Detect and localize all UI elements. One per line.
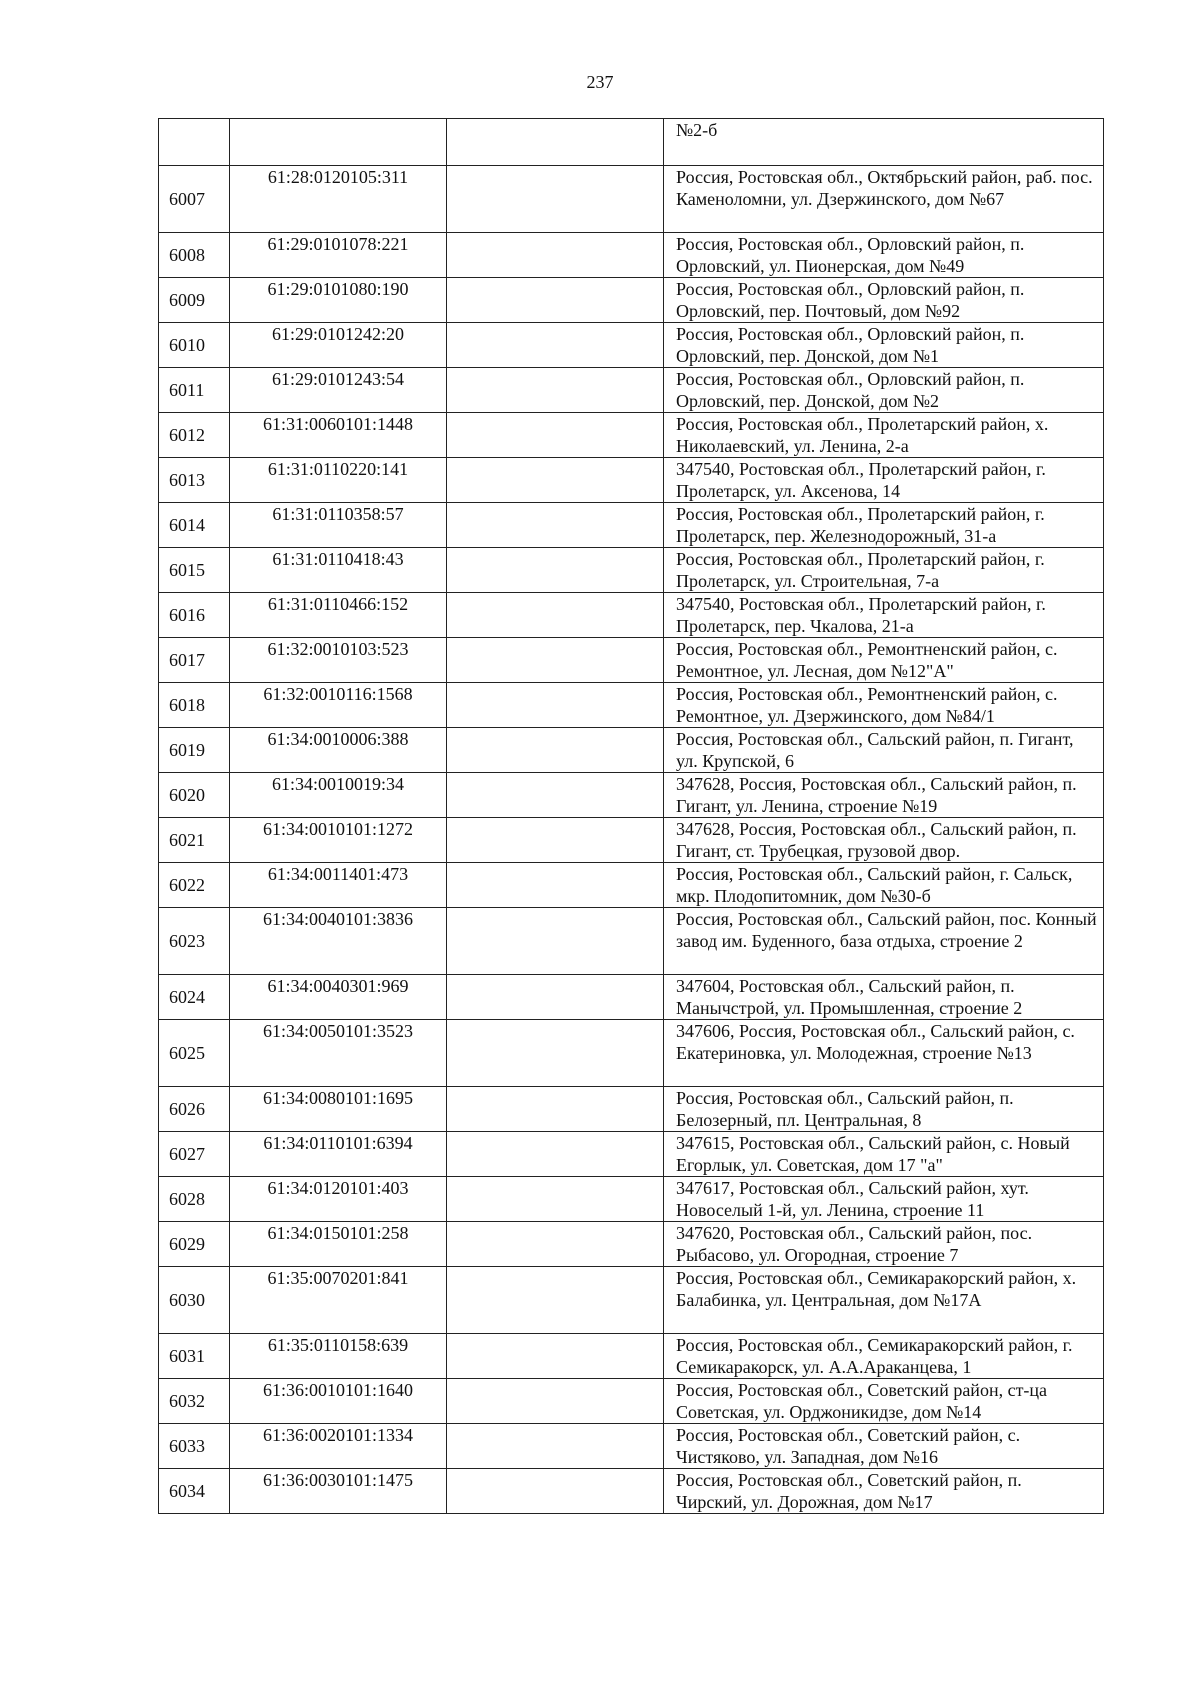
table-row [159,593,1104,638]
empty-cell [447,1132,664,1177]
address-cell: Россия, Ростовская обл., Советский район, ст-ца Советская, ул. Орджоникидзе, дом №14 [664,1379,1104,1424]
table-row [159,773,1104,818]
address-cell: 347615, Ростовская обл., Сальский район, с. Новый Егорлык, ул. Советская, дом 17 "а" [664,1132,1104,1177]
table-row [159,503,1104,548]
empty-cell [447,413,664,458]
empty-cell [447,278,664,323]
address-cell: 347606, Россия, Ростовская обл., Сальский район, с. Екатериновка, ул. Молодежная, строение №13 [664,1020,1104,1087]
address-cell: Россия, Ростовская обл., Орловский район, п. Орловский, ул. Пионерская, дом №49 [664,233,1104,278]
page-number: 237 [586,72,614,92]
cadastral-number-cell: 61:34:0040101:3836 [230,908,447,975]
row-number-cell: 6030 [159,1267,230,1334]
table-row [159,119,1104,166]
empty-cell [447,593,664,638]
address-cell: 347604, Ростовская обл., Сальский район, п. Манычстрой, ул. Промышленная, строение 2 [664,975,1104,1020]
row-number-cell: 6023 [159,908,230,975]
row-number-cell: 6014 [159,503,230,548]
registry-table-body [159,119,1104,1514]
cadastral-number-cell: 61:34:0010101:1272 [230,818,447,863]
address-cell: 347540, Ростовская обл., Пролетарский район, г. Пролетарск, ул. Аксенова, 14 [664,458,1104,503]
registry-table [158,118,1104,1514]
empty-cell [447,458,664,503]
empty-cell [447,1469,664,1514]
row-number-cell [159,119,230,166]
empty-cell [447,548,664,593]
empty-cell [447,1020,664,1087]
empty-cell [447,1424,664,1469]
address-cell: №2-б [664,119,1104,166]
empty-cell [447,638,664,683]
empty-cell [447,1334,664,1379]
row-number-cell: 6026 [159,1087,230,1132]
row-number-cell: 6012 [159,413,230,458]
empty-cell [447,863,664,908]
empty-cell [447,818,664,863]
row-number-cell: 6010 [159,323,230,368]
row-number-cell: 6034 [159,1469,230,1514]
table-row [159,413,1104,458]
cadastral-number-cell: 61:32:0010116:1568 [230,683,447,728]
address-cell: Россия, Ростовская обл., Орловский район, п. Орловский, пер. Почтовый, дом №92 [664,278,1104,323]
table-row [159,1334,1104,1379]
table-row [159,1020,1104,1087]
cadastral-number-cell: 61:28:0120105:311 [230,166,447,233]
row-number-cell: 6028 [159,1177,230,1222]
row-number-cell: 6020 [159,773,230,818]
table-row [159,908,1104,975]
address-cell: 347628, Россия, Ростовская обл., Сальский район, п. Гигант, ул. Ленина, строение №19 [664,773,1104,818]
table-row [159,1087,1104,1132]
cadastral-number-cell: 61:31:0110418:43 [230,548,447,593]
row-number-cell: 6022 [159,863,230,908]
cadastral-number-cell: 61:31:0060101:1448 [230,413,447,458]
cadastral-number-cell: 61:36:0020101:1334 [230,1424,447,1469]
empty-cell [447,368,664,413]
row-number-cell: 6033 [159,1424,230,1469]
empty-cell [447,233,664,278]
empty-cell [447,1379,664,1424]
table-row [159,638,1104,683]
empty-cell [447,975,664,1020]
address-cell: Россия, Ростовская обл., Орловский район, п. Орловский, пер. Донской, дом №2 [664,368,1104,413]
row-number-cell: 6021 [159,818,230,863]
registry-table-wrapper [158,118,1103,1514]
address-cell: Россия, Ростовская обл., Семикаракорский район, г. Семикаракорск, ул. А.А.Араканцева, 1 [664,1334,1104,1379]
row-number-cell: 6009 [159,278,230,323]
cadastral-number-cell: 61:34:0120101:403 [230,1177,447,1222]
table-row [159,975,1104,1020]
address-cell: 347540, Ростовская обл., Пролетарский район, г. Пролетарск, пер. Чкалова, 21-а [664,593,1104,638]
empty-cell [447,773,664,818]
cadastral-number-cell: 61:34:0011401:473 [230,863,447,908]
empty-cell [447,1222,664,1267]
address-cell: 347617, Ростовская обл., Сальский район, хут. Новоселый 1-й, ул. Ленина, строение 11 [664,1177,1104,1222]
table-row [159,278,1104,323]
empty-cell [447,119,664,166]
row-number-cell: 6019 [159,728,230,773]
table-row [159,683,1104,728]
empty-cell [447,166,664,233]
row-number-cell: 6032 [159,1379,230,1424]
address-cell: 347620, Ростовская обл., Сальский район, пос. Рыбасово, ул. Огородная, строение 7 [664,1222,1104,1267]
row-number-cell: 6018 [159,683,230,728]
address-cell: Россия, Ростовская обл., Ремонтненский район, с. Ремонтное, ул. Лесная, дом №12"А" [664,638,1104,683]
table-row [159,458,1104,503]
row-number-cell: 6031 [159,1334,230,1379]
table-row [159,1132,1104,1177]
table-row [159,818,1104,863]
row-number-cell: 6011 [159,368,230,413]
table-row [159,548,1104,593]
cadastral-number-cell: 61:34:0010006:388 [230,728,447,773]
address-cell: Россия, Ростовская обл., Семикаракорский район, х. Балабинка, ул. Центральная, дом №17А [664,1267,1104,1334]
cadastral-number-cell: 61:34:0040301:969 [230,975,447,1020]
address-cell: Россия, Ростовская обл., Пролетарский район, г. Пролетарск, ул. Строительная, 7-а [664,548,1104,593]
empty-cell [447,323,664,368]
row-number-cell: 6017 [159,638,230,683]
address-cell: Россия, Ростовская обл., Сальский район, г. Сальск, мкр. Плодопитомник, дом №30-б [664,863,1104,908]
address-cell: Россия, Ростовская обл., Пролетарский район, г. Пролетарск, пер. Железнодорожный, 31-а [664,503,1104,548]
row-number-cell: 6013 [159,458,230,503]
table-row [159,1424,1104,1469]
cadastral-number-cell: 61:34:0110101:6394 [230,1132,447,1177]
row-number-cell: 6016 [159,593,230,638]
address-cell: Россия, Ростовская обл., Ремонтненский район, с. Ремонтное, ул. Дзержинского, дом №84/1 [664,683,1104,728]
empty-cell [447,1267,664,1334]
cadastral-number-cell: 61:35:0110158:639 [230,1334,447,1379]
table-row [159,1267,1104,1334]
row-number-cell: 6008 [159,233,230,278]
empty-cell [447,683,664,728]
address-cell: Россия, Ростовская обл., Орловский район, п. Орловский, пер. Донской, дом №1 [664,323,1104,368]
table-row [159,368,1104,413]
address-cell: Россия, Ростовская обл., Октябрьский район, раб. пос. Каменоломни, ул. Дзержинского, дом №67 [664,166,1104,233]
empty-cell [447,503,664,548]
address-cell: Россия, Ростовская обл., Сальский район, п. Белозерный, пл. Центральная, 8 [664,1087,1104,1132]
table-row [159,863,1104,908]
address-cell: Россия, Ростовская обл., Сальский район, п. Гигант, ул. Крупской, 6 [664,728,1104,773]
table-row [159,323,1104,368]
cadastral-number-cell: 61:34:0010019:34 [230,773,447,818]
address-cell: 347628, Россия, Ростовская обл., Сальский район, п. Гигант, ст. Трубецкая, грузовой двор. [664,818,1104,863]
cadastral-number-cell: 61:31:0110220:141 [230,458,447,503]
row-number-cell: 6029 [159,1222,230,1267]
cadastral-number-cell: 61:34:0080101:1695 [230,1087,447,1132]
cadastral-number-cell: 61:34:0050101:3523 [230,1020,447,1087]
table-row [159,233,1104,278]
cadastral-number-cell: 61:31:0110466:152 [230,593,447,638]
row-number-cell: 6027 [159,1132,230,1177]
empty-cell [447,728,664,773]
empty-cell [447,1087,664,1132]
empty-cell [447,908,664,975]
address-cell: Россия, Ростовская обл., Сальский район, пос. Конный завод им. Буденного, база отдыха, строение 2 [664,908,1104,975]
row-number-cell: 6007 [159,166,230,233]
cadastral-number-cell: 61:29:0101242:20 [230,323,447,368]
cadastral-number-cell: 61:29:0101080:190 [230,278,447,323]
empty-cell [447,1177,664,1222]
table-row [159,166,1104,233]
table-row [159,1469,1104,1514]
cadastral-number-cell: 61:36:0030101:1475 [230,1469,447,1514]
table-row [159,1177,1104,1222]
address-cell: Россия, Ростовская обл., Советский район, п. Чирский, ул. Дорожная, дом №17 [664,1469,1104,1514]
cadastral-number-cell: 61:29:0101078:221 [230,233,447,278]
row-number-cell: 6025 [159,1020,230,1087]
cadastral-number-cell: 61:34:0150101:258 [230,1222,447,1267]
table-row [159,1379,1104,1424]
cadastral-number-cell: 61:36:0010101:1640 [230,1379,447,1424]
cadastral-number-cell: 61:32:0010103:523 [230,638,447,683]
cadastral-number-cell: 61:31:0110358:57 [230,503,447,548]
table-row [159,1222,1104,1267]
cadastral-number-cell: 61:29:0101243:54 [230,368,447,413]
row-number-cell: 6024 [159,975,230,1020]
table-row [159,728,1104,773]
cadastral-number-cell: 61:35:0070201:841 [230,1267,447,1334]
row-number-cell: 6015 [159,548,230,593]
address-cell: Россия, Ростовская обл., Пролетарский район, х. Николаевский, ул. Ленина, 2-а [664,413,1104,458]
address-cell: Россия, Ростовская обл., Советский район, с. Чистяково, ул. Западная, дом №16 [664,1424,1104,1469]
cadastral-number-cell [230,119,447,166]
